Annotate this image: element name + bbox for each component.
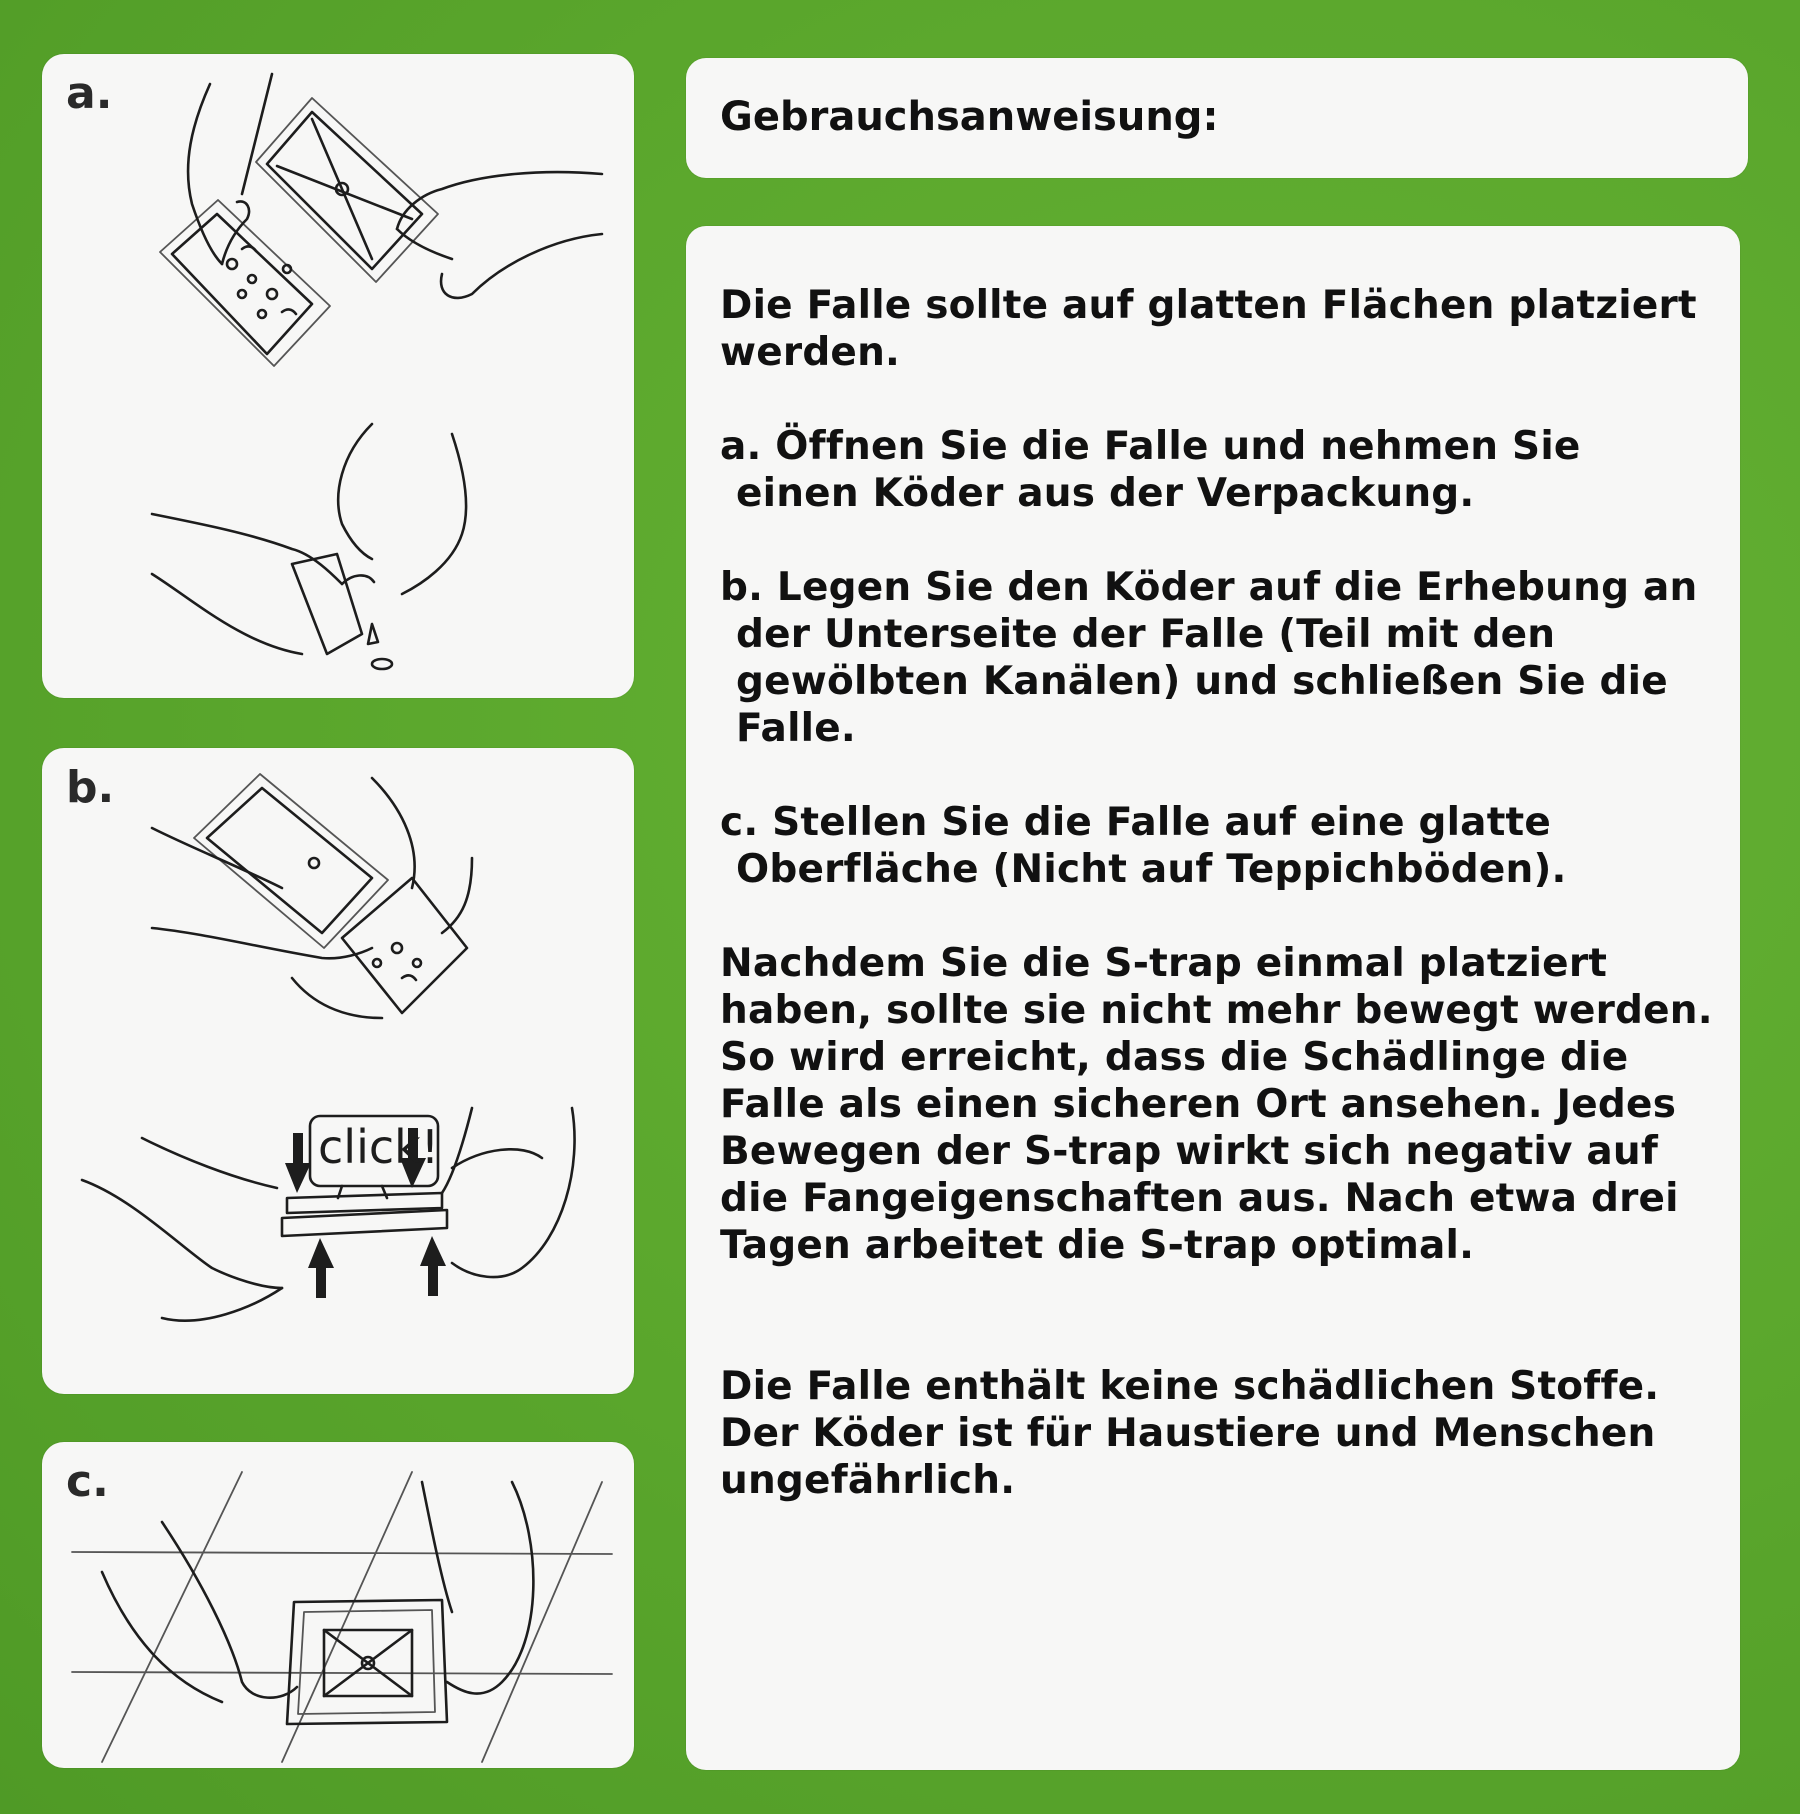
illustration-panel-a: [42, 54, 634, 698]
hands-drawing-b-top: [152, 778, 472, 1018]
hands-drawing-a-top: [188, 74, 602, 298]
safety-note-paragraph: Die Falle enthält keine schädlichen Stoffe. Der Köder ist für Haustiere und Menschen ungefährlich.: [720, 1364, 1660, 1503]
instructions-body: [720, 282, 1732, 1551]
panel-label-b: b.: [66, 762, 115, 813]
hands-drawing-a-bottom: [152, 424, 466, 654]
up-arrow-icon: [420, 1236, 446, 1296]
instructions-text-box: [686, 226, 1740, 1770]
open-trap-and-take-bait-illustration: [42, 54, 634, 698]
hands-drawing-c: [102, 1482, 533, 1702]
illustration-panel-b: [42, 748, 634, 1394]
illustration-panel-c: [42, 1442, 634, 1768]
trap-with-bait-drawing: [194, 774, 467, 1013]
intro-paragraph: Die Falle sollte auf glatten Flächen platziert werden.: [720, 283, 1697, 375]
panel-label-c: c.: [66, 1456, 109, 1507]
instructions-header-box: [686, 58, 1748, 178]
click-speech-bubble: [310, 1116, 439, 1198]
trap-on-floor-drawing: [287, 1600, 447, 1724]
panel-label-a: a.: [66, 68, 113, 119]
click-sound-text: click!: [318, 1120, 440, 1174]
down-arrow-icon: [285, 1133, 311, 1193]
step-b-paragraph: b. Legen Sie den Köder auf die Erhebung an der Unterseite der Falle (Teil mit den gewölbten Kanälen) und schließen Sie die Falle.: [720, 565, 1698, 751]
instructions-title: Gebrauchsanweisung:: [720, 94, 1219, 140]
placement-note-paragraph: Nachdem Sie die S-trap einmal platziert haben, sollte sie nicht mehr bewegt werden. So wird erreicht, dass die Schädlinge die Falle als einen sicheren Ort ansehen. Jedes Bewegen der S-trap wirkt sich negativ auf die Fangeigenschaften aus. Nach etwa drei Tagen arbeitet die S-trap optimal.: [720, 941, 1713, 1268]
step-a-paragraph: a. Öffnen Sie die Falle und nehmen Sie einen Köder aus der Verpackung.: [720, 424, 1581, 516]
insert-bait-and-close-trap-illustration: [42, 748, 634, 1394]
place-trap-on-floor-illustration: [42, 1442, 634, 1768]
up-arrow-icon: [308, 1238, 334, 1298]
bait-package-drawing: [292, 554, 392, 669]
step-c-paragraph: c. Stellen Sie die Falle auf eine glatte Oberfläche (Nicht auf Teppichböden).: [720, 800, 1567, 892]
